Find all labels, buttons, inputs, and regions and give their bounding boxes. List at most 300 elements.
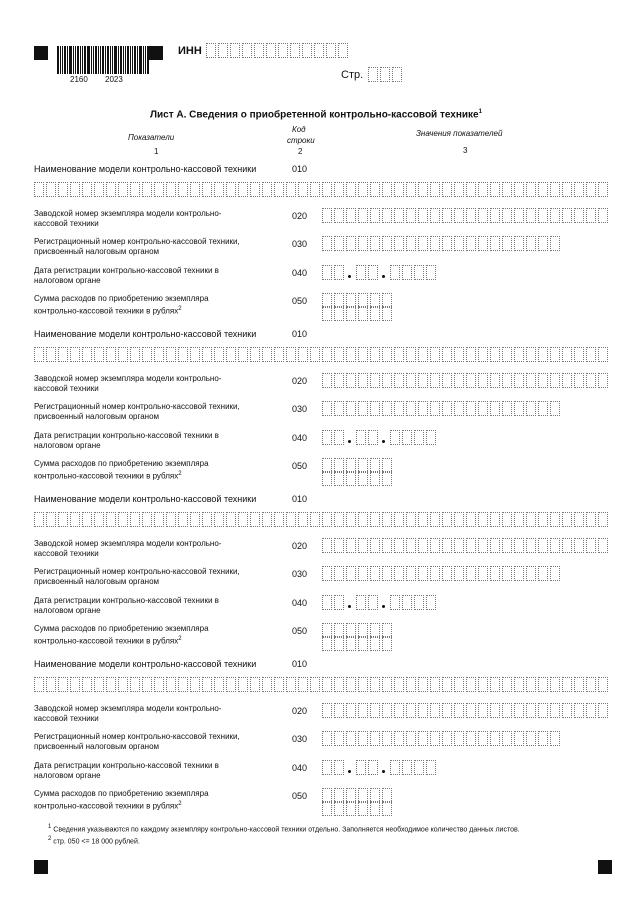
input-cell[interactable] (262, 677, 272, 692)
input-cell[interactable] (418, 731, 428, 746)
input-cell[interactable] (178, 512, 188, 527)
model-name-field[interactable] (34, 182, 610, 197)
input-cell[interactable] (130, 182, 140, 197)
input-cell[interactable] (190, 512, 200, 527)
input-cell[interactable] (370, 471, 380, 486)
input-cell[interactable] (586, 677, 596, 692)
input-cell[interactable] (322, 595, 332, 610)
input-cell[interactable] (502, 401, 512, 416)
input-cell[interactable] (358, 373, 368, 388)
input-cell[interactable] (586, 373, 596, 388)
input-cell[interactable] (358, 306, 368, 321)
input-cell[interactable] (586, 538, 596, 553)
input-cell[interactable] (430, 731, 440, 746)
input-cell[interactable] (358, 182, 368, 197)
inn-cell[interactable] (254, 43, 264, 58)
input-cell[interactable] (490, 347, 500, 362)
input-cell[interactable] (358, 208, 368, 223)
input-cell[interactable] (478, 512, 488, 527)
input-cell[interactable] (478, 182, 488, 197)
input-cell[interactable] (370, 703, 380, 718)
input-cell[interactable] (298, 347, 308, 362)
input-cell[interactable] (514, 208, 524, 223)
input-cell[interactable] (382, 801, 392, 816)
input-cell[interactable] (574, 538, 584, 553)
input-cell[interactable] (562, 347, 572, 362)
page-cell[interactable] (392, 67, 402, 82)
input-cell[interactable] (322, 677, 332, 692)
input-cell[interactable] (406, 512, 416, 527)
input-cell[interactable] (538, 208, 548, 223)
input-cell[interactable] (334, 760, 344, 775)
input-cell[interactable] (394, 538, 404, 553)
registration-date-field[interactable] (322, 265, 438, 280)
input-cell[interactable] (466, 347, 476, 362)
input-cell[interactable] (334, 566, 344, 581)
input-cell[interactable] (502, 703, 512, 718)
input-cell[interactable] (454, 347, 464, 362)
input-cell[interactable] (490, 401, 500, 416)
input-cell[interactable] (334, 595, 344, 610)
input-cell[interactable] (514, 512, 524, 527)
input-cell[interactable] (526, 373, 536, 388)
input-cell[interactable] (478, 373, 488, 388)
input-cell[interactable] (190, 347, 200, 362)
input-cell[interactable] (394, 512, 404, 527)
input-cell[interactable] (322, 512, 332, 527)
input-cell[interactable] (406, 182, 416, 197)
input-cell[interactable] (442, 401, 452, 416)
input-cell[interactable] (82, 677, 92, 692)
input-cell[interactable] (418, 677, 428, 692)
input-cell[interactable] (478, 538, 488, 553)
model-name-field[interactable] (34, 512, 610, 527)
input-cell[interactable] (382, 636, 392, 651)
input-cell[interactable] (442, 347, 452, 362)
input-cell[interactable] (598, 538, 608, 553)
input-cell[interactable] (322, 636, 332, 651)
input-cell[interactable] (382, 566, 392, 581)
input-cell[interactable] (70, 182, 80, 197)
input-cell[interactable] (406, 373, 416, 388)
input-cell[interactable] (586, 347, 596, 362)
input-cell[interactable] (402, 595, 412, 610)
registration-date-field[interactable] (322, 430, 438, 445)
input-cell[interactable] (598, 373, 608, 388)
input-cell[interactable] (118, 677, 128, 692)
input-cell[interactable] (214, 677, 224, 692)
input-cell[interactable] (262, 347, 272, 362)
input-cell[interactable] (238, 182, 248, 197)
input-cell[interactable] (178, 347, 188, 362)
input-cell[interactable] (322, 401, 332, 416)
purchase-sum-field-row2[interactable] (322, 801, 394, 816)
page-number-field[interactable] (368, 67, 404, 82)
input-cell[interactable] (226, 677, 236, 692)
input-cell[interactable] (334, 306, 344, 321)
input-cell[interactable] (394, 208, 404, 223)
input-cell[interactable] (502, 731, 512, 746)
input-cell[interactable] (358, 512, 368, 527)
input-cell[interactable] (70, 347, 80, 362)
input-cell[interactable] (346, 703, 356, 718)
input-cell[interactable] (274, 182, 284, 197)
input-cell[interactable] (154, 182, 164, 197)
input-cell[interactable] (154, 347, 164, 362)
input-cell[interactable] (430, 566, 440, 581)
input-cell[interactable] (418, 182, 428, 197)
input-cell[interactable] (430, 373, 440, 388)
input-cell[interactable] (598, 703, 608, 718)
input-cell[interactable] (130, 512, 140, 527)
input-cell[interactable] (466, 208, 476, 223)
input-cell[interactable] (402, 430, 412, 445)
input-cell[interactable] (382, 182, 392, 197)
input-cell[interactable] (442, 677, 452, 692)
input-cell[interactable] (166, 512, 176, 527)
input-cell[interactable] (214, 347, 224, 362)
input-cell[interactable] (430, 208, 440, 223)
inn-cell[interactable] (206, 43, 216, 58)
input-cell[interactable] (334, 636, 344, 651)
input-cell[interactable] (334, 373, 344, 388)
input-cell[interactable] (394, 347, 404, 362)
input-cell[interactable] (526, 182, 536, 197)
input-cell[interactable] (538, 703, 548, 718)
input-cell[interactable] (550, 538, 560, 553)
input-cell[interactable] (370, 236, 380, 251)
input-cell[interactable] (70, 677, 80, 692)
input-cell[interactable] (334, 182, 344, 197)
input-cell[interactable] (514, 236, 524, 251)
input-cell[interactable] (430, 347, 440, 362)
input-cell[interactable] (478, 208, 488, 223)
input-cell[interactable] (538, 401, 548, 416)
purchase-sum-field-row2[interactable] (322, 636, 394, 651)
input-cell[interactable] (394, 703, 404, 718)
input-cell[interactable] (334, 265, 344, 280)
input-cell[interactable] (382, 677, 392, 692)
input-cell[interactable] (406, 236, 416, 251)
input-cell[interactable] (502, 182, 512, 197)
input-cell[interactable] (322, 373, 332, 388)
input-cell[interactable] (346, 182, 356, 197)
input-cell[interactable] (286, 512, 296, 527)
input-cell[interactable] (454, 703, 464, 718)
input-cell[interactable] (154, 677, 164, 692)
input-cell[interactable] (334, 801, 344, 816)
input-cell[interactable] (322, 731, 332, 746)
input-cell[interactable] (454, 538, 464, 553)
input-cell[interactable] (274, 347, 284, 362)
input-cell[interactable] (334, 401, 344, 416)
input-cell[interactable] (454, 566, 464, 581)
input-cell[interactable] (538, 731, 548, 746)
input-cell[interactable] (414, 595, 424, 610)
input-cell[interactable] (58, 512, 68, 527)
input-cell[interactable] (358, 801, 368, 816)
input-cell[interactable] (322, 182, 332, 197)
input-cell[interactable] (526, 677, 536, 692)
input-cell[interactable] (356, 430, 366, 445)
input-cell[interactable] (574, 677, 584, 692)
input-cell[interactable] (334, 731, 344, 746)
input-cell[interactable] (298, 182, 308, 197)
input-cell[interactable] (538, 373, 548, 388)
input-cell[interactable] (322, 801, 332, 816)
input-cell[interactable] (370, 566, 380, 581)
input-cell[interactable] (358, 677, 368, 692)
input-cell[interactable] (346, 801, 356, 816)
input-cell[interactable] (358, 471, 368, 486)
input-cell[interactable] (478, 236, 488, 251)
inn-cell[interactable] (314, 43, 324, 58)
input-cell[interactable] (382, 208, 392, 223)
input-cell[interactable] (394, 236, 404, 251)
input-cell[interactable] (466, 566, 476, 581)
input-cell[interactable] (106, 347, 116, 362)
input-cell[interactable] (250, 677, 260, 692)
input-cell[interactable] (466, 401, 476, 416)
input-cell[interactable] (310, 182, 320, 197)
input-cell[interactable] (94, 347, 104, 362)
input-cell[interactable] (142, 512, 152, 527)
input-cell[interactable] (418, 538, 428, 553)
input-cell[interactable] (586, 208, 596, 223)
reg-number-field[interactable] (322, 401, 562, 416)
input-cell[interactable] (442, 182, 452, 197)
input-cell[interactable] (250, 512, 260, 527)
input-cell[interactable] (514, 703, 524, 718)
input-cell[interactable] (46, 677, 56, 692)
input-cell[interactable] (334, 703, 344, 718)
input-cell[interactable] (430, 677, 440, 692)
input-cell[interactable] (356, 760, 366, 775)
serial-number-field[interactable] (322, 208, 610, 223)
input-cell[interactable] (346, 347, 356, 362)
input-cell[interactable] (370, 731, 380, 746)
input-cell[interactable] (226, 347, 236, 362)
input-cell[interactable] (346, 677, 356, 692)
input-cell[interactable] (356, 265, 366, 280)
input-cell[interactable] (394, 677, 404, 692)
input-cell[interactable] (394, 182, 404, 197)
input-cell[interactable] (598, 182, 608, 197)
input-cell[interactable] (118, 347, 128, 362)
serial-number-field[interactable] (322, 538, 610, 553)
input-cell[interactable] (586, 703, 596, 718)
input-cell[interactable] (394, 401, 404, 416)
input-cell[interactable] (286, 182, 296, 197)
input-cell[interactable] (454, 182, 464, 197)
input-cell[interactable] (322, 471, 332, 486)
input-cell[interactable] (490, 566, 500, 581)
inn-cell[interactable] (266, 43, 276, 58)
input-cell[interactable] (418, 208, 428, 223)
input-cell[interactable] (418, 347, 428, 362)
input-cell[interactable] (562, 512, 572, 527)
input-cell[interactable] (478, 401, 488, 416)
input-cell[interactable] (106, 182, 116, 197)
input-cell[interactable] (346, 566, 356, 581)
input-cell[interactable] (430, 236, 440, 251)
inn-cell[interactable] (302, 43, 312, 58)
input-cell[interactable] (550, 703, 560, 718)
input-cell[interactable] (202, 347, 212, 362)
input-cell[interactable] (298, 512, 308, 527)
input-cell[interactable] (406, 703, 416, 718)
inn-field[interactable] (206, 43, 350, 58)
input-cell[interactable] (466, 703, 476, 718)
input-cell[interactable] (526, 401, 536, 416)
input-cell[interactable] (418, 703, 428, 718)
input-cell[interactable] (166, 677, 176, 692)
input-cell[interactable] (382, 538, 392, 553)
input-cell[interactable] (358, 703, 368, 718)
input-cell[interactable] (322, 703, 332, 718)
input-cell[interactable] (490, 182, 500, 197)
input-cell[interactable] (214, 512, 224, 527)
input-cell[interactable] (346, 636, 356, 651)
input-cell[interactable] (406, 401, 416, 416)
input-cell[interactable] (346, 401, 356, 416)
input-cell[interactable] (94, 677, 104, 692)
input-cell[interactable] (58, 182, 68, 197)
input-cell[interactable] (358, 236, 368, 251)
input-cell[interactable] (358, 566, 368, 581)
input-cell[interactable] (286, 347, 296, 362)
input-cell[interactable] (466, 538, 476, 553)
input-cell[interactable] (370, 306, 380, 321)
inn-cell[interactable] (278, 43, 288, 58)
input-cell[interactable] (466, 731, 476, 746)
input-cell[interactable] (426, 265, 436, 280)
page-cell[interactable] (368, 67, 378, 82)
input-cell[interactable] (394, 373, 404, 388)
input-cell[interactable] (310, 512, 320, 527)
input-cell[interactable] (526, 512, 536, 527)
input-cell[interactable] (370, 208, 380, 223)
input-cell[interactable] (550, 677, 560, 692)
reg-number-field[interactable] (322, 236, 562, 251)
input-cell[interactable] (250, 182, 260, 197)
input-cell[interactable] (250, 347, 260, 362)
input-cell[interactable] (334, 236, 344, 251)
input-cell[interactable] (394, 731, 404, 746)
input-cell[interactable] (514, 347, 524, 362)
input-cell[interactable] (430, 512, 440, 527)
input-cell[interactable] (562, 677, 572, 692)
input-cell[interactable] (356, 595, 366, 610)
input-cell[interactable] (454, 373, 464, 388)
input-cell[interactable] (130, 677, 140, 692)
input-cell[interactable] (94, 512, 104, 527)
input-cell[interactable] (334, 677, 344, 692)
input-cell[interactable] (490, 208, 500, 223)
input-cell[interactable] (538, 236, 548, 251)
input-cell[interactable] (202, 182, 212, 197)
input-cell[interactable] (478, 677, 488, 692)
input-cell[interactable] (310, 677, 320, 692)
input-cell[interactable] (426, 430, 436, 445)
input-cell[interactable] (442, 373, 452, 388)
input-cell[interactable] (442, 566, 452, 581)
input-cell[interactable] (34, 182, 44, 197)
input-cell[interactable] (46, 347, 56, 362)
input-cell[interactable] (358, 636, 368, 651)
input-cell[interactable] (390, 595, 400, 610)
serial-number-field[interactable] (322, 703, 610, 718)
input-cell[interactable] (406, 347, 416, 362)
input-cell[interactable] (346, 236, 356, 251)
input-cell[interactable] (490, 703, 500, 718)
input-cell[interactable] (46, 512, 56, 527)
input-cell[interactable] (562, 208, 572, 223)
input-cell[interactable] (550, 401, 560, 416)
input-cell[interactable] (538, 182, 548, 197)
input-cell[interactable] (562, 703, 572, 718)
input-cell[interactable] (526, 347, 536, 362)
input-cell[interactable] (478, 566, 488, 581)
inn-cell[interactable] (326, 43, 336, 58)
input-cell[interactable] (514, 401, 524, 416)
input-cell[interactable] (430, 401, 440, 416)
input-cell[interactable] (442, 538, 452, 553)
input-cell[interactable] (574, 347, 584, 362)
input-cell[interactable] (538, 538, 548, 553)
input-cell[interactable] (442, 731, 452, 746)
input-cell[interactable] (154, 512, 164, 527)
input-cell[interactable] (370, 538, 380, 553)
input-cell[interactable] (226, 512, 236, 527)
reg-number-field[interactable] (322, 566, 562, 581)
input-cell[interactable] (454, 401, 464, 416)
input-cell[interactable] (514, 731, 524, 746)
input-cell[interactable] (346, 306, 356, 321)
input-cell[interactable] (382, 401, 392, 416)
input-cell[interactable] (370, 182, 380, 197)
input-cell[interactable] (202, 512, 212, 527)
registration-date-field[interactable] (322, 760, 438, 775)
input-cell[interactable] (430, 703, 440, 718)
input-cell[interactable] (442, 208, 452, 223)
input-cell[interactable] (502, 347, 512, 362)
input-cell[interactable] (514, 182, 524, 197)
input-cell[interactable] (214, 182, 224, 197)
input-cell[interactable] (562, 182, 572, 197)
input-cell[interactable] (322, 306, 332, 321)
input-cell[interactable] (238, 347, 248, 362)
input-cell[interactable] (550, 208, 560, 223)
reg-number-field[interactable] (322, 731, 562, 746)
input-cell[interactable] (358, 347, 368, 362)
inn-cell[interactable] (290, 43, 300, 58)
input-cell[interactable] (418, 401, 428, 416)
input-cell[interactable] (382, 373, 392, 388)
input-cell[interactable] (406, 677, 416, 692)
input-cell[interactable] (490, 538, 500, 553)
input-cell[interactable] (322, 265, 332, 280)
input-cell[interactable] (418, 236, 428, 251)
input-cell[interactable] (426, 760, 436, 775)
input-cell[interactable] (310, 347, 320, 362)
input-cell[interactable] (166, 182, 176, 197)
purchase-sum-field-row2[interactable] (322, 306, 394, 321)
input-cell[interactable] (334, 347, 344, 362)
input-cell[interactable] (550, 512, 560, 527)
input-cell[interactable] (454, 677, 464, 692)
input-cell[interactable] (262, 512, 272, 527)
